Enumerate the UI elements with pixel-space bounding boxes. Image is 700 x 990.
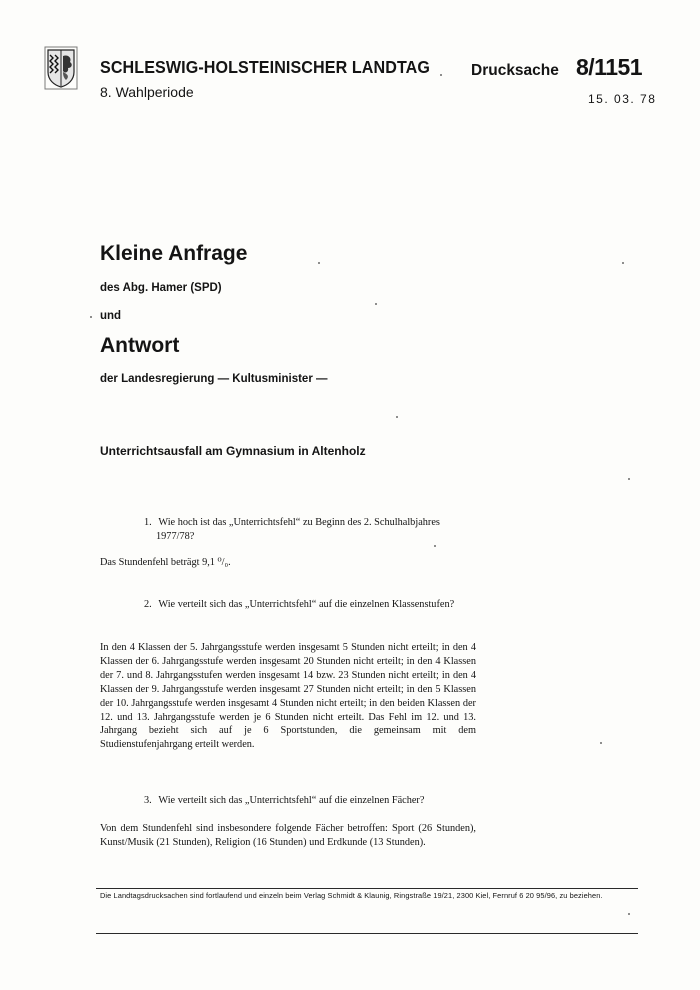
question-number: 1.	[144, 517, 152, 528]
question-text: Wie hoch ist das „Unterrichtsfehl“ zu Beginn des 2. Schulhalbjahres 1977/78?	[156, 517, 440, 542]
responder-line: der Landesregierung — Kultusminister —	[100, 373, 328, 385]
electoral-period: 8. Wahlperiode	[100, 84, 194, 100]
scan-speck	[318, 262, 320, 264]
scan-speck	[628, 478, 630, 480]
scan-speck	[396, 416, 398, 418]
question-number: 3.	[144, 795, 152, 806]
scan-speck	[434, 545, 436, 547]
subject-heading: Unterrichtsausfall am Gymnasium in Altenholz	[100, 444, 366, 458]
connector-und: und	[100, 310, 122, 322]
scan-speck	[375, 303, 377, 305]
footer-rule-top	[96, 888, 638, 889]
parliament-name: SCHLESWIG-HOLSTEINISCHER LANDTAG	[100, 57, 431, 77]
scan-speck	[90, 316, 92, 318]
document-number: 8/1151	[576, 54, 643, 80]
question-3	[144, 794, 474, 808]
coat-of-arms-icon	[44, 46, 78, 90]
footer-rule-bottom	[96, 933, 638, 934]
answer-3: Von dem Stundenfehl sind insbesondere folgende Fächer betroffen: Sport (26 Stunden), Kunst/Musik (21 Stunden), Religion (16 Stunden) und Erdkunde (13 Stunden).	[100, 823, 476, 848]
title-antwort: Antwort	[100, 334, 180, 357]
footer-publisher-note: Die Landtagsdrucksachen sind fortlaufend und einzeln beim Verlag Schmidt & Klaunig, Ringstraße 19/21, 2300 Kiel, Fernruf 6 20 95/96, zu beziehen.	[100, 891, 603, 900]
answer-2: In den 4 Klassen der 5. Jahrgangsstufe werden insgesamt 5 Stunden nicht erteilt; in den 4 Klassen der 6. Jahrgangsstufe werden insgesamt 20 Stunden nicht erteilt; in den 4 Klassen der 7. und 8. Jahrgangsstufen werden insgesamt 14 bzw. 23 Stunden nicht erteilt; in den 4 Klassen der 9. Jahrgangsstufe werden insgesamt 27 Stunden nicht erteilt; in den 5 Klassen der 10. Jahrgangsstufe werden insgesamt 4 Stunden nicht erteilt; in den beiden Klassen der 12. und 13. Jahrgangsstufe werden je 6 Stunden nicht erteilt. Das Fehl im 12. und 13. Jahrgang bezieht sich auf je 6 Sportstunden, die gemeinsam mit dem Studienstufenjahrgang erteilt werden.	[100, 642, 476, 751]
document-label: Drucksache	[471, 62, 559, 79]
scan-speck	[628, 913, 630, 915]
question-text: Wie verteilt sich das „Unterrichtsfehl“ auf die einzelnen Klassenstufen?	[158, 599, 455, 610]
answer-1: Das Stundenfehl beträgt 9,1 ⁰/₀.	[100, 557, 231, 568]
scan-speck	[622, 262, 624, 264]
scan-speck	[600, 742, 602, 744]
question-1	[144, 516, 474, 543]
document-date: 15. 03. 78	[588, 92, 657, 106]
scan-speck	[440, 74, 442, 76]
question-text: Wie verteilt sich das „Unterrichtsfehl“ auf die einzelnen Fächer?	[158, 795, 425, 806]
title-anfrage: Kleine Anfrage	[100, 242, 248, 265]
question-number: 2.	[144, 599, 152, 610]
asker-line: des Abg. Hamer (SPD)	[100, 282, 222, 294]
question-2	[144, 598, 474, 612]
